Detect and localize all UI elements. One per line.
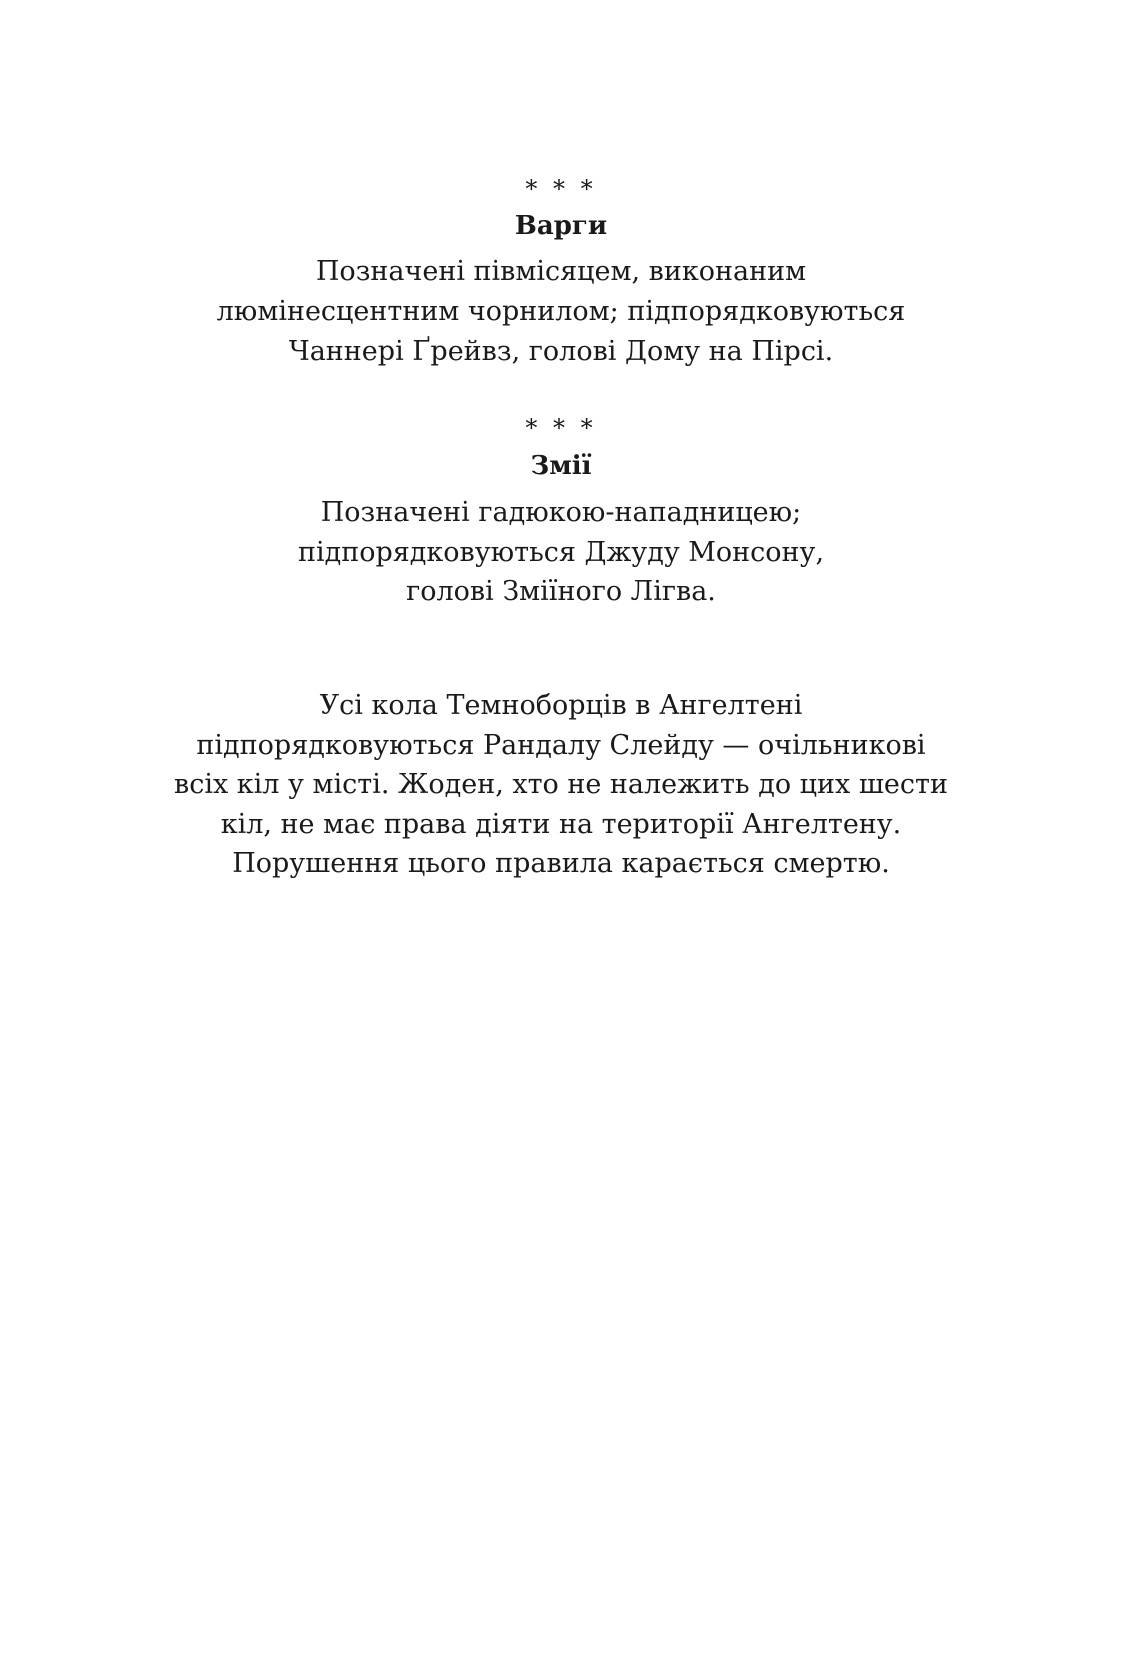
section-text-line: підпорядковуються Джуду Монсону,: [297, 537, 825, 568]
section-separator: * * *: [525, 175, 597, 203]
section-text-line: Позначені гадюкою-нападницею;: [320, 497, 802, 528]
section-text-line: Позначені півмісяцем, виконаним: [315, 256, 807, 287]
section-text-line: люмінесцентним чорнилом; підпорядковуються: [216, 296, 906, 327]
section-title-vargy: Варги: [514, 211, 608, 241]
closing-paragraph-line: всіх кіл у місті. Жоден, хто не належить до цих шести: [174, 769, 948, 800]
closing-paragraph-line: Усі кола Темноборців в Ангелтені: [319, 690, 803, 721]
closing-paragraph-line: кіл, не має права діяти на території Ангелтену.: [220, 809, 902, 840]
closing-paragraph-line: підпорядковуються Рандалу Слейду — очільникові: [196, 730, 926, 761]
section-text-line: голові Зміїного Лігва.: [406, 576, 716, 607]
closing-paragraph-line: Порушення цього правила карається смертю.: [232, 848, 890, 879]
section-separator: * * *: [525, 414, 597, 442]
section-title-zmii: Змії: [530, 451, 592, 481]
section-text-line: Чаннері Ґрейвз, голові Дому на Пірсі.: [288, 336, 834, 367]
